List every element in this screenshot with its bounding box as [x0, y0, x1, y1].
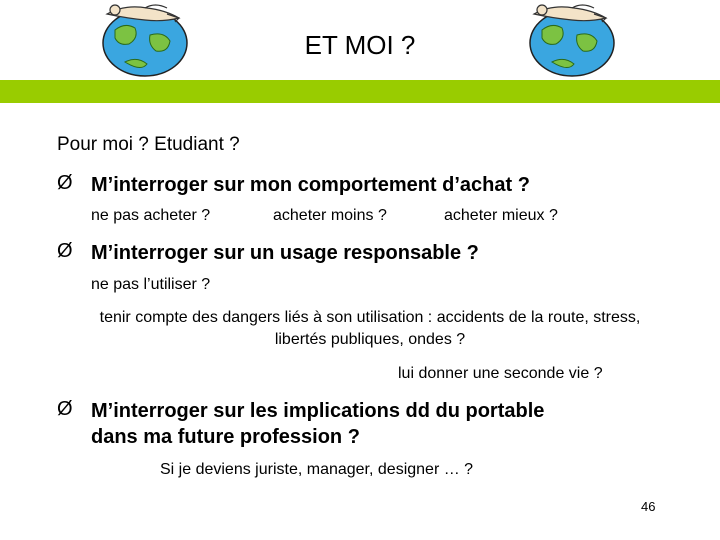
- sub-item-ne-pas-acheter: ne pas acheter ?: [91, 207, 211, 224]
- sub-item-dangers: tenir compte des dangers liés à son utilisation : accidents de la route, stress, libertés publiques, ondes ?: [99, 309, 641, 348]
- arrow-bullet-icon: Ø: [57, 398, 73, 420]
- sub-item-future-profession: Si je deviens juriste, manager, designer … ?: [160, 461, 474, 478]
- bullet-text: M’interroger sur un usage responsable ?: [91, 242, 479, 264]
- bullet-text: M’interroger sur mon comportement d’achat ?: [91, 174, 530, 196]
- header-accent-bar: [0, 80, 720, 103]
- intro-line: Pour moi ? Etudiant ?: [57, 134, 240, 155]
- bullet-text-line2: dans ma future profession ?: [91, 426, 360, 448]
- sub-item-seconde-vie: lui donner une seconde vie ?: [398, 365, 603, 382]
- page-number: 46: [641, 499, 656, 514]
- bullet-text-line1: M’interroger sur les implications dd du portable: [91, 400, 545, 422]
- sub-item-acheter-moins: acheter moins ?: [273, 207, 387, 224]
- sub-item-ne-pas-utiliser: ne pas l’utiliser ?: [91, 276, 211, 293]
- arrow-bullet-icon: Ø: [57, 240, 73, 262]
- sub-item-acheter-mieux: acheter mieux ?: [444, 207, 558, 224]
- slide-title: ET MOI ?: [304, 30, 416, 60]
- arrow-bullet-icon: Ø: [57, 172, 73, 194]
